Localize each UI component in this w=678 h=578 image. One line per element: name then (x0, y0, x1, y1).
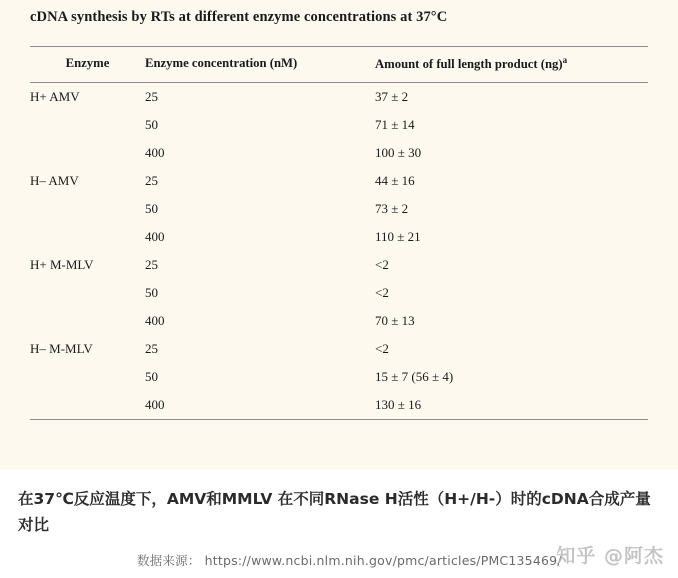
cell-concentration: 25 (145, 173, 158, 189)
cell-concentration: 50 (145, 117, 158, 133)
cell-concentration: 50 (145, 369, 158, 385)
cell-enzyme (30, 195, 145, 223)
cell-product: <2 (375, 285, 389, 301)
table-row (30, 223, 648, 251)
table-row (30, 279, 648, 307)
cell-product: 110 ± 21 (375, 229, 421, 245)
cell-enzyme (30, 223, 145, 251)
table-row (30, 111, 648, 139)
cell-concentration: 50 (145, 201, 158, 217)
figure-caption: 在37℃反应温度下，AMV和MMLV 在不同RNase H活性（H+/H-）时的cDNA合成产量对比 (18, 490, 651, 534)
table-body (30, 83, 648, 420)
cell-enzyme (30, 363, 145, 391)
cell-enzyme (30, 391, 145, 420)
table-header (30, 47, 648, 83)
table-header-row (30, 47, 648, 83)
cell-enzyme (30, 111, 145, 139)
table-row (30, 363, 648, 391)
table-row (30, 83, 648, 112)
cell-concentration: 400 (145, 145, 165, 161)
cell-concentration: 50 (145, 285, 158, 301)
cell-concentration: 400 (145, 313, 165, 329)
cell-product: 44 ± 16 (375, 173, 415, 189)
cell-enzyme: H– M-MLV (30, 341, 93, 357)
cell-product: <2 (375, 257, 389, 273)
cell-enzyme (30, 307, 145, 335)
cell-concentration: 400 (145, 229, 165, 245)
cell-product: 37 ± 2 (375, 89, 409, 105)
source-note: 数据来源： https://www.ncbi.nlm.nih.gov/pmc/articles/PMC135469/ (137, 553, 562, 568)
table-row (30, 307, 648, 335)
cell-concentration: 400 (145, 391, 375, 420)
cell-enzyme: H+ M-MLV (30, 257, 94, 273)
cell-enzyme: H– AMV (30, 173, 79, 189)
table-row (30, 335, 648, 363)
cell-product: 100 ± 30 (375, 145, 422, 161)
table-row (30, 251, 648, 279)
zhihu-watermark: 知乎 @阿杰 (556, 545, 664, 567)
table-row (30, 391, 648, 420)
cell-product: 73 ± 2 (375, 201, 409, 217)
cell-enzyme: H+ AMV (30, 89, 80, 105)
table-row (30, 139, 648, 167)
cell-concentration: 25 (145, 257, 158, 273)
cell-concentration: 25 (145, 341, 158, 357)
cell-product: 130 ± 16 (375, 391, 648, 420)
cell-enzyme (30, 279, 145, 307)
cell-product: 15 ± 7 (56 ± 4) (375, 369, 454, 385)
table-title: cDNA synthesis by RTs at different enzyme concentrations at 37°C (30, 9, 448, 25)
cell-concentration: 25 (145, 89, 158, 105)
data-table (30, 46, 648, 420)
column-header-product-text: Amount of full length product (ng) (375, 57, 563, 72)
cell-product: 70 ± 13 (375, 313, 415, 329)
table-row (30, 195, 648, 223)
cell-product: <2 (375, 341, 389, 357)
column-header-product-footnote: a (562, 55, 568, 65)
cell-product: 71 ± 14 (375, 117, 415, 133)
column-header-product (375, 47, 648, 83)
table-row (30, 167, 648, 195)
column-header-concentration: Enzyme concentration (nM) (145, 47, 375, 83)
column-header-enzyme: Enzyme (30, 47, 145, 83)
cell-enzyme (30, 139, 145, 167)
